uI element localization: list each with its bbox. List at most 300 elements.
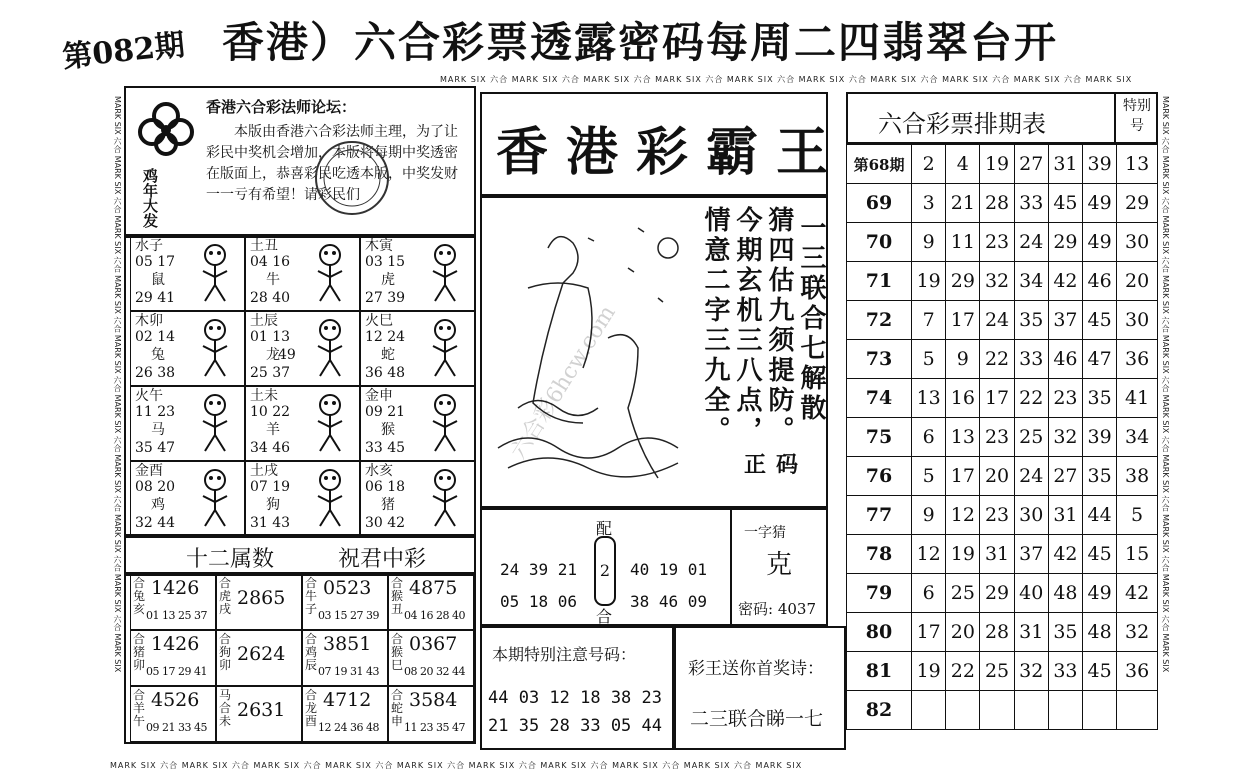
combo-cell	[130, 686, 216, 742]
zodiac-animal: 羊	[266, 422, 280, 438]
zodiac-cartoon-icon	[304, 466, 356, 532]
number-cell: 9	[946, 340, 980, 379]
combo-nums: 09 21 33 45	[146, 721, 207, 734]
issue-cell: 第68期	[847, 145, 912, 184]
number-cell: 25	[980, 652, 1014, 691]
poem2-text: 二三联合睇一七	[690, 708, 824, 730]
combo-tag: 合狗卯	[218, 632, 231, 672]
special-cell: 36	[1117, 340, 1158, 379]
issue-cell: 69	[847, 184, 912, 223]
number-cell: 30	[1014, 496, 1048, 535]
combo-tag: 合鸡辰	[304, 632, 317, 672]
zodiac-cartoon-icon	[189, 466, 241, 532]
zodiac-branch: 木寅	[365, 238, 393, 254]
special-cell: 15	[1117, 535, 1158, 574]
issue-cell: 81	[847, 652, 912, 691]
number-cell: 35	[1014, 301, 1048, 340]
number-cell: 37	[1014, 535, 1048, 574]
center-title: 香港彩霸王	[496, 122, 847, 183]
forum-body: 本版由香港六合彩法师主理，为了让彩民中奖机会增加，本版将每期中奖透密在版面上，恭喜彩民吃透本版，中奖发财一一亏有希望！请彩民们	[206, 124, 458, 203]
zodiac-nums: 04 16	[250, 254, 291, 270]
zodiac-cell	[130, 386, 245, 461]
zodiac-caption-right: 祝君中彩	[338, 547, 427, 572]
special-cell: 13	[1117, 145, 1158, 184]
number-cell: 13	[912, 379, 946, 418]
number-cell: 35	[1048, 613, 1082, 652]
special-cell: 38	[1117, 457, 1158, 496]
combo-cell	[388, 686, 474, 742]
number-cell: 29	[1048, 223, 1082, 262]
number-cell: 9	[912, 223, 946, 262]
number-cell	[912, 691, 946, 730]
number-cell: 16	[946, 379, 980, 418]
number-cell: 7	[912, 301, 946, 340]
number-cell	[1048, 691, 1082, 730]
number-cell: 35	[1083, 457, 1117, 496]
special-header: 特别号	[1123, 98, 1151, 134]
number-cell	[980, 691, 1014, 730]
zodiac-nums: 05 17	[135, 254, 176, 270]
number-cell: 9	[912, 496, 946, 535]
number-cell: 25	[1014, 418, 1048, 457]
combo-nums: 04 16 28 40	[404, 609, 465, 622]
number-cell: 12	[912, 535, 946, 574]
number-cell	[1014, 691, 1048, 730]
zodiac-nums2: 29 41	[135, 290, 176, 306]
forum-title: 香港六合彩法师论坛：	[206, 98, 357, 116]
zodiac-cartoon-icon	[419, 241, 471, 307]
schedule-row	[847, 496, 1158, 535]
zodiac-extra: 49	[278, 347, 296, 363]
special-cell: 32	[1117, 613, 1158, 652]
zodiac-branch: 火午	[135, 388, 163, 404]
zodiac-cell	[245, 386, 360, 461]
zodiac-nums: 08 20	[135, 479, 176, 495]
bottom-strip: MARK SIX 六合 MARK SIX 六合 MARK SIX 六合 MARK SIX 六合 MARK SIX 六合 MARK SIX 六合 MARK SIX 六合 MARK SIX 六合 MARK SIX 六合 MARK SIX	[110, 761, 803, 770]
schedule-title-box	[846, 92, 1158, 144]
zodiac-nums2: 32 44	[135, 515, 176, 531]
number-cell: 37	[1048, 301, 1082, 340]
number-cell: 48	[1083, 613, 1117, 652]
number-cell: 24	[980, 301, 1014, 340]
combo-nums: 03 15 27 39	[318, 609, 379, 622]
number-cell: 48	[1048, 574, 1082, 613]
issue-cell: 75	[847, 418, 912, 457]
number-cell: 13	[946, 418, 980, 457]
number-cell: 33	[1014, 184, 1048, 223]
schedule-row	[847, 691, 1158, 730]
number-cell: 44	[1083, 496, 1117, 535]
number-cell: 40	[1014, 574, 1048, 613]
combo-code: 4526	[151, 689, 200, 711]
zodiac-branch: 水亥	[365, 463, 393, 479]
zodiac-animal: 鼠	[151, 272, 165, 288]
issue-cell: 77	[847, 496, 912, 535]
zodiac-nums: 03 15	[365, 254, 406, 270]
special-cell: 42	[1117, 574, 1158, 613]
combo-nums: 11 23 35 47	[404, 721, 465, 734]
zodiac-animal: 狗	[266, 497, 280, 513]
zodiac-branch: 木卯	[135, 313, 163, 329]
zodiac-animal: 蛇	[381, 347, 395, 363]
number-cell: 39	[1083, 145, 1117, 184]
special-title: 本期特别注意号码：	[492, 645, 637, 664]
right-strip: MARK SIX 六合 MARK SIX 六合 MARK SIX 六合 MARK SIX 六合 MARK SIX 六合 MARK SIX 六合 MARK SIX 六合 MARK SIX 六合 MARK SIX 六合 MARK SIX	[1161, 96, 1170, 673]
poem-column: 一三联合七解散	[796, 214, 826, 424]
number-cell: 28	[980, 613, 1014, 652]
combo-code: 0367	[409, 633, 458, 655]
issue-cell: 71	[847, 262, 912, 301]
zhengma-label: 正码	[744, 452, 809, 478]
number-cell: 45	[1083, 535, 1117, 574]
zodiac-nums: 01 13	[250, 329, 291, 345]
zodiac-nums2: 27 39	[365, 290, 406, 306]
schedule-row	[847, 223, 1158, 262]
number-cell: 17	[946, 301, 980, 340]
combo-code: 4712	[323, 689, 372, 711]
zodiac-cartoon-icon	[304, 391, 356, 457]
number-cell: 49	[1083, 574, 1117, 613]
number-cell: 12	[946, 496, 980, 535]
zodiac-cell	[360, 386, 475, 461]
zodiac-cartoon-icon	[189, 391, 241, 457]
zodiac-cell	[245, 461, 360, 536]
zodiac-nums2: 35 47	[135, 440, 176, 456]
zodiac-cell	[245, 311, 360, 386]
combo-cell	[130, 574, 216, 630]
zodiac-animal: 虎	[381, 272, 395, 288]
number-cell: 39	[1083, 418, 1117, 457]
number-cell	[946, 691, 980, 730]
combo-code: 1426	[151, 577, 200, 599]
combo-tag: 合猪卯	[132, 632, 145, 672]
right-nums-2: 38 46 09	[630, 592, 708, 611]
number-cell: 45	[1083, 301, 1117, 340]
schedule-row	[847, 340, 1158, 379]
special-cell: 30	[1117, 301, 1158, 340]
number-cell: 25	[946, 574, 980, 613]
poem2-box	[674, 626, 846, 750]
special-cell: 36	[1117, 652, 1158, 691]
zodiac-animal: 龙	[266, 347, 280, 363]
number-cell: 20	[980, 457, 1014, 496]
schedule-row	[847, 535, 1158, 574]
zodiac-caption-row	[124, 536, 476, 574]
special-cell: 5	[1117, 496, 1158, 535]
combo-nums: 05 17 29 41	[146, 665, 207, 678]
number-cell: 28	[980, 184, 1014, 223]
number-cell: 29	[946, 262, 980, 301]
special-cell	[1117, 691, 1158, 730]
number-cell: 46	[1083, 262, 1117, 301]
number-cell: 31	[980, 535, 1014, 574]
combo-cell	[302, 686, 388, 742]
number-cell: 24	[1014, 223, 1048, 262]
number-cell: 33	[1014, 340, 1048, 379]
zodiac-animal: 猪	[381, 497, 395, 513]
zodiac-nums2: 28 40	[250, 290, 291, 306]
combo-code: 1426	[151, 633, 200, 655]
number-cell: 23	[980, 418, 1014, 457]
zodiac-cartoon-icon	[419, 316, 471, 382]
issue-cell: 80	[847, 613, 912, 652]
zodiac-cartoon-icon	[189, 241, 241, 307]
zodiac-nums: 11 23	[135, 404, 176, 420]
zodiac-nums: 10 22	[250, 404, 291, 420]
zodiac-branch: 土未	[250, 388, 278, 404]
issue-cell: 79	[847, 574, 912, 613]
schedule-title-divider	[1114, 94, 1116, 142]
number-cell: 42	[1048, 535, 1082, 574]
combo-nums: 07 19 31 43	[318, 665, 379, 678]
combo-code: 0523	[323, 577, 372, 599]
number-cell: 6	[912, 418, 946, 457]
number-cell: 20	[946, 613, 980, 652]
number-cell: 11	[946, 223, 980, 262]
combo-tag: 合兔亥	[132, 576, 145, 616]
left-strip: MARK SIX 六合 MARK SIX 六合 MARK SIX 六合 MARK SIX 六合 MARK SIX 六合 MARK SIX 六合 MARK SIX 六合 MARK SIX 六合 MARK SIX 六合 MARK SIX	[113, 96, 122, 673]
number-cell: 35	[1083, 379, 1117, 418]
number-cell: 31	[1048, 145, 1082, 184]
number-cell: 19	[912, 652, 946, 691]
zodiac-animal: 兔	[151, 347, 165, 363]
special-cell: 29	[1117, 184, 1158, 223]
zodiac-nums2: 31 43	[250, 515, 291, 531]
combo-cell	[130, 630, 216, 686]
pei-label: 配	[596, 519, 613, 538]
special-box	[480, 626, 674, 750]
number-cell: 34	[1014, 262, 1048, 301]
number-cell: 3	[912, 184, 946, 223]
zodiac-nums2: 36 48	[365, 365, 406, 381]
poem-column: 猜四估九须提防。	[764, 206, 794, 446]
combo-code: 4875	[409, 577, 458, 599]
schedule-row	[847, 613, 1158, 652]
left-nums-1: 24 39 21	[500, 560, 578, 579]
schedule-row	[847, 379, 1158, 418]
issue-cell: 70	[847, 223, 912, 262]
number-cell: 17	[980, 379, 1014, 418]
zodiac-cell	[130, 311, 245, 386]
issue-cell: 82	[847, 691, 912, 730]
schedule-row	[847, 301, 1158, 340]
number-cell: 19	[980, 145, 1014, 184]
combo-tag: 合蛇申	[390, 688, 403, 728]
special-cell: 20	[1117, 262, 1158, 301]
guess-label: 一字猜	[744, 525, 786, 541]
number-cell	[1083, 691, 1117, 730]
number-cell: 31	[1048, 496, 1082, 535]
zodiac-branch: 金申	[365, 388, 393, 404]
schedule-row	[847, 262, 1158, 301]
issue-cell: 74	[847, 379, 912, 418]
schedule-row	[847, 184, 1158, 223]
number-cell: 2	[912, 145, 946, 184]
number-cell: 17	[912, 613, 946, 652]
zodiac-cartoon-icon	[419, 466, 471, 532]
combo-code: 2631	[237, 699, 286, 721]
poem-column: 今期玄机三八点，	[732, 206, 762, 446]
headline: 香港）六合彩票透露密码每周二四翡翠台开	[222, 18, 1059, 67]
number-cell: 23	[980, 496, 1014, 535]
special-cell: 41	[1117, 379, 1158, 418]
number-cell: 24	[1014, 457, 1048, 496]
combo-tag: 合羊午	[132, 688, 145, 728]
number-cell: 27	[1014, 145, 1048, 184]
schedule-table	[846, 144, 1158, 730]
special-cell: 34	[1117, 418, 1158, 457]
combo-cell	[216, 686, 302, 742]
special-nums-2: 21 35 28 33 05 44	[488, 716, 662, 736]
number-cell: 23	[980, 223, 1014, 262]
schedule-row	[847, 418, 1158, 457]
number-cell: 22	[946, 652, 980, 691]
left-nums-2: 05 18 06	[500, 592, 578, 611]
poem-column: 情意二字三九全。	[700, 206, 730, 446]
number-cell: 49	[1083, 223, 1117, 262]
zodiac-cell	[130, 461, 245, 536]
numbers-box	[480, 508, 828, 626]
divider	[730, 510, 732, 624]
zodiac-branch: 金酉	[135, 463, 163, 479]
zodiac-cell	[245, 236, 360, 311]
combo-code: 3851	[323, 633, 372, 655]
flower-logo-icon	[134, 96, 198, 166]
zodiac-caption-left: 十二属数	[186, 547, 275, 572]
combo-tag: 合虎戌	[218, 576, 231, 616]
zodiac-nums: 12 24	[365, 329, 406, 345]
logo-caption: 鸡年大发	[141, 168, 159, 228]
zodiac-branch: 土丑	[250, 238, 278, 254]
poem2-title: 彩王送你首奖诗：	[688, 659, 824, 679]
number-cell: 21	[946, 184, 980, 223]
combo-cell	[216, 630, 302, 686]
zodiac-animal: 牛	[266, 272, 280, 288]
zodiac-nums: 09 21	[365, 404, 406, 420]
code-label: 密码: 4037	[738, 600, 816, 618]
zodiac-animal: 马	[151, 422, 165, 438]
zodiac-cartoon-icon	[304, 316, 356, 382]
zodiac-nums: 07 19	[250, 479, 291, 495]
zodiac-nums2: 33 45	[365, 440, 406, 456]
issue-cell: 76	[847, 457, 912, 496]
number-cell: 4	[946, 145, 980, 184]
issue-number: 第082期	[60, 27, 187, 76]
zodiac-branch: 土戌	[250, 463, 278, 479]
zodiac-cell	[360, 311, 475, 386]
special-cell: 30	[1117, 223, 1158, 262]
guess-char: 克	[766, 550, 793, 580]
zodiac-cell	[360, 461, 475, 536]
zodiac-cell	[360, 236, 475, 311]
zodiac-nums: 02 14	[135, 329, 176, 345]
zodiac-nums2: 26 38	[135, 365, 176, 381]
seal-stamp	[312, 138, 392, 218]
zodiac-branch: 火巳	[365, 313, 393, 329]
top-strip: MARK SIX 六合 MARK SIX 六合 MARK SIX 六合 MARK SIX 六合 MARK SIX 六合 MARK SIX 六合 MARK SIX 六合 MARK SIX 六合 MARK SIX 六合 MARK SIX	[440, 75, 1133, 84]
zodiac-branch: 土辰	[250, 313, 278, 329]
poem-box	[480, 196, 828, 508]
number-cell: 46	[1048, 340, 1082, 379]
zodiac-nums: 06 18	[365, 479, 406, 495]
he-label: 合	[596, 607, 613, 626]
combo-tag: 合猴巳	[390, 632, 403, 672]
number-cell: 42	[1048, 262, 1082, 301]
zodiac-animal: 鸡	[151, 497, 165, 513]
zodiac-branch: 水子	[135, 238, 163, 254]
number-cell: 19	[912, 262, 946, 301]
combo-code: 2624	[237, 643, 286, 665]
special-nums-1: 44 03 12 18 38 23	[488, 688, 662, 708]
number-cell: 17	[946, 457, 980, 496]
number-cell: 5	[912, 457, 946, 496]
watermark: 六合彩6hcw.com	[506, 301, 621, 464]
title-box	[480, 92, 847, 196]
combo-cell	[216, 574, 302, 630]
number-cell: 27	[1048, 457, 1082, 496]
number-cell: 6	[912, 574, 946, 613]
combo-cell	[388, 630, 474, 686]
combo-tag: 合牛子	[304, 576, 317, 616]
zodiac-animal: 猴	[381, 422, 395, 438]
combo-nums: 12 24 36 48	[318, 721, 379, 734]
number-cell: 32	[1048, 418, 1082, 457]
combo-cell	[302, 574, 388, 630]
zodiac-nums2: 30 42	[365, 515, 406, 531]
combo-code: 3584	[409, 689, 458, 711]
number-cell: 23	[1048, 379, 1082, 418]
schedule-row	[847, 457, 1158, 496]
right-nums-1: 40 19 01	[630, 560, 708, 579]
number-cell: 22	[980, 340, 1014, 379]
zodiac-nums2: 34 46	[250, 440, 291, 456]
number-cell: 33	[1048, 652, 1082, 691]
combo-tag: 马合未	[218, 688, 231, 728]
number-cell: 45	[1048, 184, 1082, 223]
schedule-title: 六合彩票排期表	[878, 110, 1046, 138]
forum-box	[124, 86, 476, 236]
combo-nums: 01 13 25 37	[146, 609, 207, 622]
combo-code: 2865	[237, 587, 286, 609]
zodiac-cartoon-icon	[419, 391, 471, 457]
combo-cell	[302, 630, 388, 686]
issue-cell: 72	[847, 301, 912, 340]
number-cell: 45	[1083, 652, 1117, 691]
issue-cell: 78	[847, 535, 912, 574]
number-cell: 49	[1083, 184, 1117, 223]
number-cell: 47	[1083, 340, 1117, 379]
combo-nums: 08 20 32 44	[404, 665, 465, 678]
number-cell: 5	[912, 340, 946, 379]
number-cell: 31	[1014, 613, 1048, 652]
issue-cell: 73	[847, 340, 912, 379]
combo-tag: 合龙酉	[304, 688, 317, 728]
combo-tag: 合猴丑	[390, 576, 403, 616]
number-cell: 29	[980, 574, 1014, 613]
schedule-row	[847, 145, 1158, 184]
zodiac-cartoon-icon	[189, 316, 241, 382]
schedule-row	[847, 574, 1158, 613]
number-cell: 32	[1014, 652, 1048, 691]
schedule-row	[847, 652, 1158, 691]
number-cell: 22	[1014, 379, 1048, 418]
combo-cell	[388, 574, 474, 630]
number-cell: 32	[980, 262, 1014, 301]
pei-number: 2	[594, 536, 616, 606]
zodiac-cell	[130, 236, 245, 311]
zodiac-cartoon-icon	[304, 241, 356, 307]
zodiac-nums2: 25 37	[250, 365, 291, 381]
